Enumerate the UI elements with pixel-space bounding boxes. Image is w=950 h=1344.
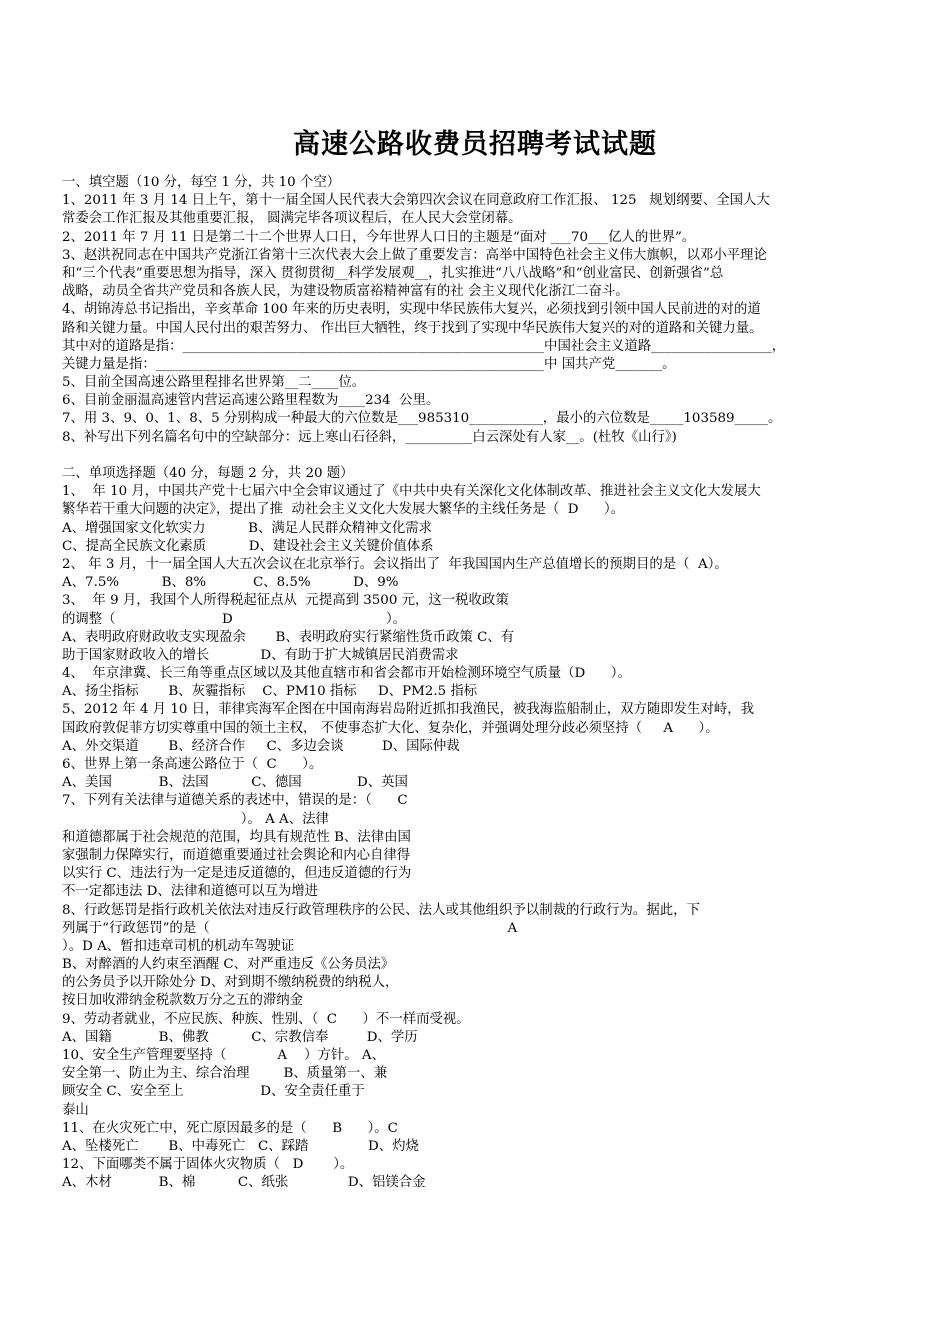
text-line: C、提高全民族文化素质 D、建设社会主义关键价值体系 — [62, 538, 434, 554]
text-line: A、增强国家文化软实力 B、满足人民群众精神文化需求 — [62, 520, 433, 536]
text-line: ）。 A A、法律 — [62, 811, 329, 827]
text-line: 繁华若干重大问题的决定》，提出了推 动社会主义文化大发展大繁华的主线任务是（ D ）。 — [62, 502, 625, 518]
text-line — [62, 447, 892, 465]
text-line: 关键力量是指：__________________________________________________________中 国共产党_______。 — [62, 356, 676, 372]
text-line: 9、劳动者就业，不应民族、种族、性别、（ C ）不一样而受视。 — [62, 1011, 470, 1027]
text-line: 按日加收滞纳金税款数万分之五的滞纳金 — [62, 993, 304, 1009]
text-line: 5、目前全国高速公路里程排名世界第__二____位。 — [62, 375, 366, 391]
text-line: 2、 年 3 月，十一届全国人大五次会议在北京举行。会议指出了 年我国国内生产总值增长的预期目的是（ A）。 — [62, 556, 728, 572]
document-body — [62, 174, 892, 1193]
text-line: 家强制力保障实行，而道德重要通过社会舆论和内心自律得 — [62, 847, 411, 863]
text-line: 助于国家财政收入的增长 D、有助于扩大城镇居民消费需求 — [62, 647, 459, 663]
text-line: 和“三个代表”重要思想为指导，深入 贯彻贯彻__科学发展观__，扎实推进“八八战略”和“创业富民、创新强省”总 — [62, 265, 724, 281]
text-line: B、对醉酒的人约束至酒醒 C、对严重违反《公务员法》 — [62, 957, 395, 973]
text-line: A、木材 B、棉 C、纸张 D、铝镁合金 — [62, 1175, 426, 1191]
text-line: 战略，动员全省共产党员和各族人民，为建设物质富裕精神富有的社 会主义现代化浙江二奋斗。 — [62, 284, 629, 300]
text-line: 4、胡锦涛总书记指出，辛亥革命 100 年来的历史表明，实现中华民族伟大复兴，必须找到引领中国人民前进的对的道 — [62, 302, 761, 318]
text-line: 3、赵洪祝同志在中国共产党浙江省第十三次代表大会上做了重要发言：高举中国特色社会主义伟大旗帜，以邓小平理论 — [62, 247, 767, 263]
text-line: 11、在火灾死亡中，死亡原因最多的是（ B ）。C — [62, 1120, 398, 1136]
text-line: 7、用 3、9、0、1、8、5 分别构成一种最大的六位数是___985310___________，最小的六位数是_____103589_____。 — [62, 411, 782, 427]
text-line: 3、 年 9 月，我国个人所得税起征点从 元提高到 3500 元，这一税收政策 — [62, 593, 509, 609]
text-line: 1、2011 年 3 月 14 日上午，第十一届全国人民代表大会第四次会议在同意政府工作汇报、 125 规划纲要、全国人大 — [62, 193, 770, 209]
text-line: A、表明政府财政收支实现盈余 B、表明政府实行紧缩性货币政策 C、有 — [62, 629, 515, 645]
text-line: 5、2012 年 4 月 10 日，菲律宾海军企图在中国南海岩岛附近抓扣我渔民，被我海监船制止，双方随即发生对峙，我 — [62, 702, 755, 718]
text-line: 10、安全生产管理要坚持（ A ）方针。 A、 — [62, 1048, 385, 1063]
text-line: 二、单项选择题（40 分，每题 2 分，共 20 题） — [62, 466, 354, 481]
text-line: 7、下列有关法律与道德关系的表述中，错误的是：（ C — [62, 793, 408, 809]
text-line: 6、世界上第一条高速公路位于（ C ）。 — [62, 757, 323, 772]
text-line: A、扬尘指标 B、灰霾指标 C、PM10 指标 D、PM2.5 指标 — [62, 684, 478, 700]
text-line: A、7.5% B、8% C、8.5% D、9% — [62, 575, 399, 591]
text-line: 国政府敦促菲方切实尊重中国的领土主权， 不使事态扩大化、复杂化，并强调处理分歧必须坚持（ A ）。 — [62, 720, 719, 736]
text-line: ）。D A、暂扣违章司机的机动车驾驶证 — [62, 938, 295, 954]
text-line: 的调整（ D ）。 — [62, 611, 407, 627]
text-line: A、国籍 B、佛教 C、宗教信奉 D、学历 — [62, 1029, 418, 1045]
page-title: 高速公路收费员招聘考试试题 — [293, 129, 657, 160]
text-line: 4、 年京津冀、长三角等重点区域以及其他直辖市和省会都市开始检测环境空气质量（D ）。 — [62, 666, 631, 682]
text-line: 的公务员予以开除处分 D、对到期不缴纳税费的纳税人， — [62, 975, 399, 991]
text-line: 2、2011 年 7 月 11 日是第二十二个世界人口日，今年世界人口日的主题是“面对 ___70___亿人的世界”。 — [62, 229, 696, 245]
text-line: 以实行 C、违法行为一定是违反道德的，但违反道德的行为 — [62, 866, 412, 882]
text-line: 和道德都属于社会规范的范围，均具有规范性 B、法律由国 — [62, 829, 411, 845]
text-line: 顾安全 C、安全至上 D、安全责任重于 — [62, 1084, 365, 1100]
text-line: 不一定都违法 D、法律和道德可以互为增进 — [62, 884, 319, 900]
text-line: 一、填空题（10 分，每空 1 分，共 10 个空） — [62, 175, 341, 190]
text-line: 安全第一、防止为主、综合治理 B、质量第一、兼 — [62, 1066, 388, 1082]
text-line: A、外交渠道 B、经济合作 C、多边会谈 D、国际仲裁 — [62, 738, 460, 754]
text-line: 列属于“行政惩罚”的是（ A — [62, 920, 518, 936]
text-line: 泰山 — [62, 1102, 89, 1118]
text-line: 12、下面哪类不属于固体火灾物质（ D ）。 — [62, 1157, 354, 1173]
text-line: 8、补写出下列名篇名句中的空缺部分：远上寒山石径斜，__________白云深处有人家__。(杜牧《山行》) — [62, 429, 677, 445]
text-line: A、坠楼死亡 B、中毒死亡 C、踩踏 D、灼烧 — [62, 1138, 419, 1154]
text-line: A、美国 B、法国 C、德国 D、英国 — [62, 775, 408, 791]
text-line: 常委会工作汇报及其他重要汇报， 圆满完毕各项议程后，在人民大会堂闭幕。 — [62, 211, 522, 227]
text-line: 其中对的道路是指：______________________________________________________中国社会主义道路__________________， — [62, 338, 786, 354]
text-line: 路和关键力量。中国人民付出的艰苦努力、 作出巨大牺牲，终于找到了实现中华民族伟大复兴的对的道路和关键力量。 — [62, 320, 763, 336]
text-line: 1、 年 10 月，中国共产党十七届六中全会审议通过了《中共中央有关深化文化体制改革、推进社会主义文化大发展大 — [62, 484, 761, 500]
text-line: 6、目前金丽温高速管内营运高速公路里程数为____234 公里。 — [62, 393, 440, 409]
text-line: 8、行政惩罚是指行政机关依法对违反行政管理秩序的公民、法人或其他组织予以制裁的行政行为。据此，下 — [62, 902, 700, 918]
